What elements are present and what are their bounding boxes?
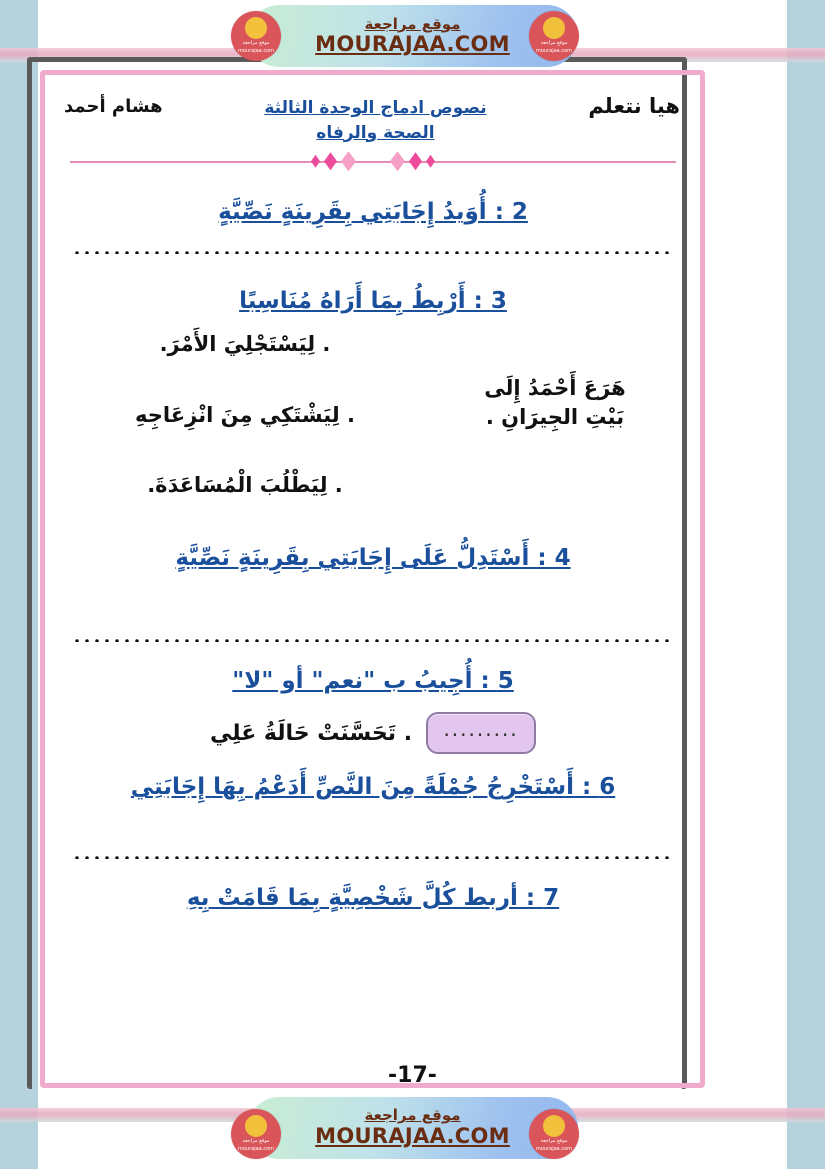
- matching-item-right[interactable]: هَرَعَ أَحْمَدُ إِلَى: [484, 376, 626, 401]
- site-banner-pill: [248, 1097, 578, 1159]
- matching-item-left[interactable]: . لِيَطْلُبَ الْمُسَاعَدَةَ.: [147, 472, 343, 497]
- site-logo-badge-left: [231, 1109, 281, 1159]
- worksheet-content: [52, 78, 694, 1078]
- divider-ornament: [311, 151, 435, 171]
- question-7-text: 7 : أربط كُلَّ شَخْصِيَّةٍ بِمَا قَامَتْ بِهِ: [186, 884, 560, 911]
- worksheet-title-line1: نصوص ادماج الوحدة الثالثة: [264, 98, 487, 118]
- site-banner-pill: [248, 5, 578, 67]
- answer-input-box[interactable]: [426, 712, 536, 754]
- worksheet-title: [264, 96, 486, 145]
- answer-line-q2[interactable]: [72, 244, 674, 254]
- logo-caption-en: mourajaa.com: [536, 48, 573, 54]
- logo-caption-ar: موقع مراجعة: [540, 1138, 568, 1145]
- banner-site-url: MOURAJAA.COM: [315, 32, 510, 57]
- answer-box-value: .........: [443, 717, 519, 742]
- question-3-text: 3 : أَرْبِطُ بِمَا أَرَاهُ مُنَاسِبًا: [239, 287, 507, 314]
- answer-line-q4[interactable]: [72, 632, 674, 642]
- worksheet-header: [52, 78, 694, 145]
- matching-column-right: [440, 330, 670, 431]
- question-3: [66, 284, 680, 319]
- banner-arabic-text: موقع مراجعة: [364, 1106, 461, 1125]
- logo-caption-ar: موقع مراجعة: [540, 40, 568, 47]
- question-6-text: 6 : أَسْتَخْرِجُ جُمْلَةً مِنَ النَّصِّ أَدَعْمُ بِهَا إِجَابَتِي: [130, 774, 616, 801]
- logo-disc-icon: [245, 17, 267, 39]
- logo-disc-icon: [245, 1115, 267, 1137]
- banner-site-url: MOURAJAA.COM: [315, 1123, 510, 1148]
- diamond-icon: [324, 152, 337, 170]
- question-6: [66, 770, 680, 805]
- answer-line-q6[interactable]: [72, 849, 674, 859]
- question-4-text: 4 : أَسْتَدِلُّ عَلَى إِجَابَتِي بِقَرِينَةٍ نَصِّيَّةٍ: [175, 545, 571, 572]
- question-2-text: 2 : أُوَيدُ إِجَابَتِي بِقَرِينَةٍ نَصِّيَّةٍ: [218, 199, 528, 226]
- matching-exercise-q3[interactable]: [70, 330, 670, 541]
- author-name: هشام أحمد: [64, 96, 163, 117]
- site-logo-badge-right: [529, 1109, 579, 1159]
- matching-column-left: [70, 330, 420, 541]
- diamond-icon: [426, 155, 435, 168]
- matching-item-left[interactable]: . لِيَسْتَجْلِيَ الأَمْرَ.: [159, 332, 331, 357]
- header-lets-learn-label: هيا نتعلم: [588, 94, 680, 118]
- yes-no-sentence: . تَحَسَّنَتْ حَالَةُ عَلِي: [209, 720, 413, 746]
- site-logo-badge-right: [529, 11, 579, 61]
- matching-item-right[interactable]: بَيْتِ الجِيرَانِ .: [485, 404, 625, 429]
- diamond-icon: [409, 152, 422, 170]
- question-7: [66, 881, 680, 916]
- logo-caption-ar: موقع مراجعة: [242, 40, 270, 47]
- logo-disc-icon: [543, 17, 565, 39]
- logo-disc-icon: [543, 1115, 565, 1137]
- worksheet-title-line2: الصحة والرفاه: [316, 122, 435, 143]
- question-5-text: 5 : أُجِيبُ ب "نعم" أو "لا": [232, 667, 514, 694]
- bottom-banner: [0, 1086, 825, 1169]
- logo-caption-en: mourajaa.com: [238, 1146, 275, 1152]
- diamond-icon: [390, 151, 405, 171]
- logo-caption-en: mourajaa.com: [536, 1146, 573, 1152]
- question-5: [66, 664, 680, 699]
- matching-item-left[interactable]: . لِيَشْتَكِي مِنَ انْزِعَاجِهِ: [135, 402, 355, 427]
- banner-arabic-text: موقع مراجعة: [364, 14, 461, 33]
- site-logo-badge-left: [231, 11, 281, 61]
- question-2: [66, 195, 680, 230]
- logo-caption-en: mourajaa.com: [238, 48, 275, 54]
- diamond-icon: [311, 155, 320, 168]
- diamond-icon: [341, 151, 356, 171]
- yes-no-answer-row: [76, 712, 670, 754]
- ornamental-divider: [70, 151, 676, 173]
- question-4: [66, 541, 680, 576]
- logo-caption-ar: موقع مراجعة: [242, 1138, 270, 1145]
- page-number: -17-: [388, 1063, 437, 1088]
